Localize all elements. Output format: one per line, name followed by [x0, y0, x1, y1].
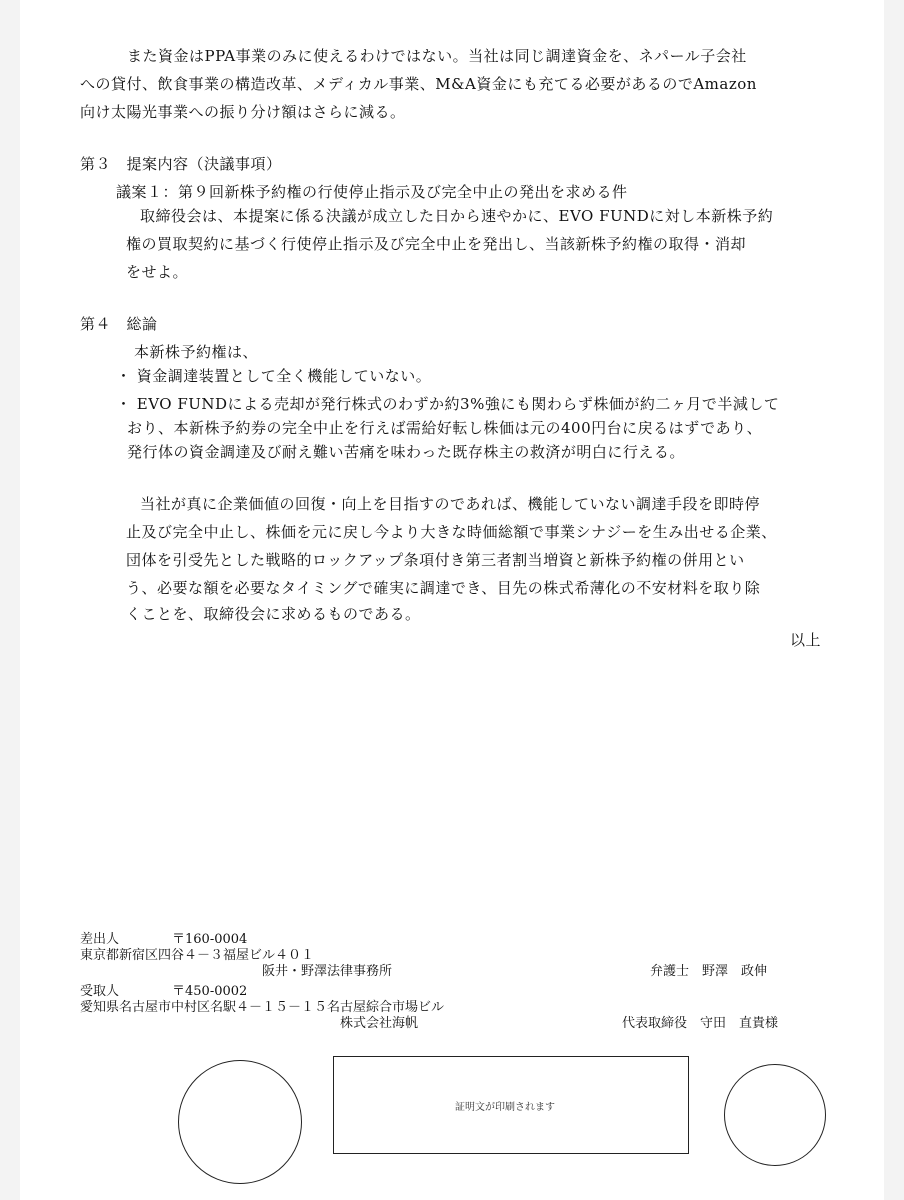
section-heading: 第４ 総論	[80, 315, 158, 333]
paragraph-line: くことを、取締役会に求めるものである。	[126, 605, 421, 623]
recipient-name: 代表取締役 守田 直貴様	[622, 1016, 779, 1031]
closing-text: 以上	[790, 631, 822, 649]
paragraph-line: また資金はPPA事業のみに使えるわけではない。当社は同じ調達資金を、ネパール子会社	[127, 47, 747, 65]
sender-label: 差出人	[80, 932, 120, 947]
recipient-label: 受取人	[80, 984, 120, 999]
paragraph-line: 団体を引受先とした戦略的ロックアップ条項付き第三者割当増資と新株予約権の併用とい	[126, 551, 745, 569]
paragraph-line: 権の買取契約に基づく行使停止指示及び完全中止を発出し、当該新株予約権の取得・消却	[126, 235, 747, 253]
paragraph-line: への貸付、飲食事業の構造改革、メディカル事業、M&A資金にも充てる必要があるのでAmazon	[80, 75, 757, 93]
paragraph-line: 当社が真に企業価値の回復・向上を目指すのであれば、機能していない調達手段を即時停	[140, 495, 761, 513]
sender-address: 東京都新宿区四谷４－３福屋ビル４０１	[80, 948, 315, 963]
sender-office: 阪井・野澤法律事務所	[262, 964, 393, 979]
paragraph-line: 本新株予約権は、	[134, 343, 259, 361]
sender-name: 弁護士 野澤 政伸	[650, 964, 768, 979]
recipient-postal: 〒450-0002	[172, 984, 248, 999]
paragraph-line: 向け太陽光事業への振り分け額はさらに減る。	[80, 103, 406, 121]
paragraph-line: 取締役会は、本提案に係る決議が成立した日から速やかに、EVO FUNDに対し本新株予約	[140, 207, 774, 225]
recipient-company: 株式会社海帆	[340, 1016, 419, 1031]
page-edge-left	[0, 0, 20, 1200]
bullet-item: ・ 資金調達装置として全く機能していない。	[116, 367, 432, 385]
proposal-title: 議案１：第９回新株予約権の行使停止指示及び完全中止の発出を求める件	[116, 183, 628, 201]
paragraph-line: をせよ。	[126, 263, 189, 281]
recipient-address: 愛知県名古屋市中村区名駅４－１５－１５名古屋綜合市場ビル	[80, 1000, 445, 1015]
sender-postal: 〒160-0004	[172, 932, 248, 947]
bullet-item: ・ EVO FUNDによる売却が発行株式のわずか約3%強にも関わらず株価が約二ヶ月で半減して	[116, 395, 780, 413]
seal-circle-left	[178, 1060, 302, 1184]
paragraph-line: 止及び完全中止し、株価を元に戻し今より大きな時価総額で事業シナジーを生み出せる企業、	[126, 523, 777, 541]
paragraph-line: う、必要な額を必要なタイミングで確実に調達でき、目先の株式希薄化の不安材料を取り除	[126, 579, 761, 597]
certificate-text: 証明文が印刷されます	[455, 1102, 555, 1113]
seal-circle-right	[724, 1064, 826, 1166]
paragraph-line: おり、本新株予約券の完全中止を行えば需給好転し株価は元の400円台に戻るはずであり、	[127, 419, 763, 437]
paragraph-line: 発行体の資金調達及び耐え難い苦痛を味わった既存株主の救済が明白に行える。	[127, 443, 685, 461]
page-edge-right	[884, 0, 904, 1200]
section-heading: 第３ 提案内容（決議事項）	[80, 155, 282, 173]
